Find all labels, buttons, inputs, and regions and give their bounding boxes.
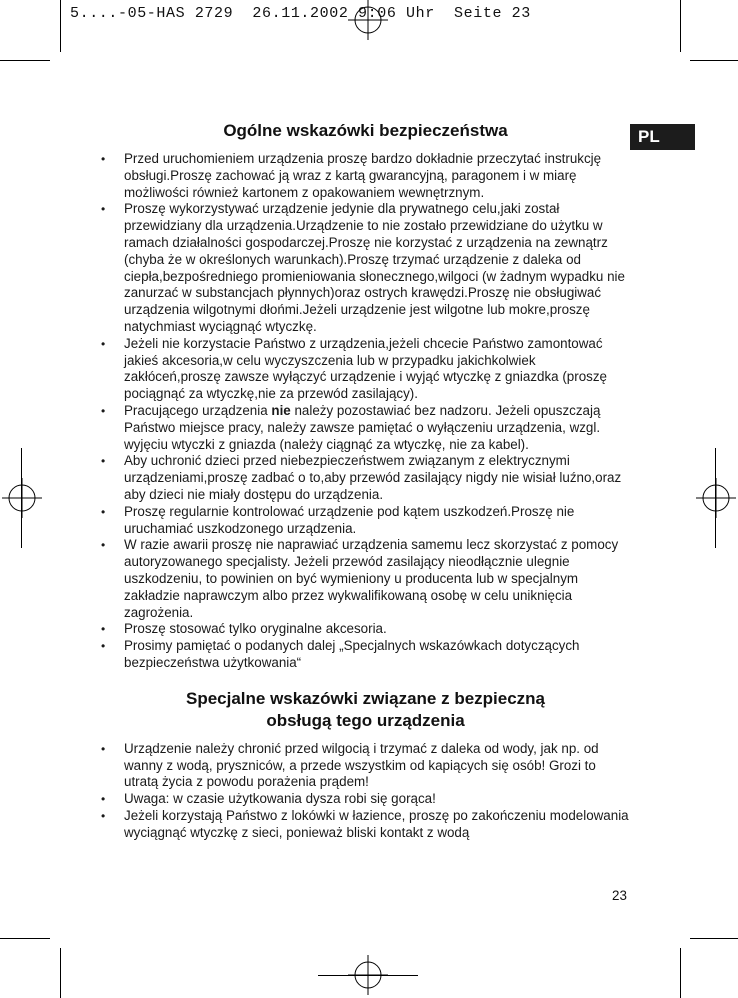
section2-list	[98, 741, 633, 842]
list-item: • Pracującego urządzenia nie należy pozostawiać bez nadzoru. Jeżeli opuszczają Państwo miejsce pracy, należy zawsze pamiętać o wyłączeniu urządzenia, wzgl. wyjęciu wtyczki z gniazda (należy ciągnąć za wtyczkę, nie za kabel).	[98, 403, 633, 453]
list-item: • Uwaga: w czasie użytkowania dysza robi się gorąca!	[98, 791, 633, 808]
list-item: • Jeżeli nie korzystacie Państwo z urządzenia,jeżeli chcecie Państwo zamontować jakieś akcesoria,w celu wyczyszczenia lub w przypadku jakichkolwiek zakłóceń,proszę zawsze wyłączyć urządzenie i wyjąć wtyczkę z gniazdka (proszę pociągnąć za wtyczkę,nie za przewód zasilający).	[98, 336, 633, 403]
crop-mark-top-left-v	[60, 0, 61, 52]
section2-title	[98, 688, 633, 732]
print-header: 5....-05-HAS 2729 26.11.2002 9:06 Uhr Seite 23	[70, 5, 531, 22]
section1-title: Ogólne wskazówki bezpieczeństwa	[223, 121, 508, 140]
section1-list	[98, 151, 633, 672]
list-item: • Urządzenie należy chronić przed wilgocią i trzymać z daleka od wody, jak np. od wanny z wodą, pryszniców, a przede wszystkim od kapiących się osób! Grozi to utratą życia z powodu porażenia prądem!	[98, 741, 633, 791]
list-item: • W razie awarii proszę nie naprawiać urządzenia samemu lecz skorzystać z pomocy autoryzowanego specjalisty. Jeżeli przewód zasilający nieodłącznie ulegnie uszkodzeniu, to powinien on być wymieniony u producenta lub w specjalnym zakładzie naprawczym albo przez wykwalifikowaną osobę w celu uniknięcia zagrożenia.	[98, 537, 633, 621]
crop-mark-top-right-h	[690, 60, 738, 61]
registration-mark-right	[696, 478, 736, 518]
list-item: • Aby uchronić dzieci przed niebezpieczeństwem związanym z elektrycznymi urządzeniami,proszę zadbać o to,aby przewód zasilający nigdy nie wisiał luźno,oraz aby dzieci nie miały dostępu do urządzenia.	[98, 453, 633, 503]
list-item: • Przed uruchomieniem urządzenia proszę bardzo dokładnie przeczytać instrukcję obsługi.Proszę zachować ją wraz z kartą gwarancyjną, paragonem i w miarę możliwości również kartonem z opakowaniem wewnętrznym.	[98, 151, 633, 201]
registration-line-left	[21, 448, 22, 548]
crop-mark-top-left-h	[0, 60, 50, 61]
crop-mark-bottom-right-v	[680, 948, 681, 998]
emphasis-word: nie	[271, 402, 291, 418]
section2-title-line2: obsługą tego urządzenia	[266, 710, 465, 730]
registration-line-bottom	[318, 975, 418, 976]
crop-mark-bottom-left-v	[60, 948, 61, 998]
list-item: • Proszę wykorzystywać urządzenie jedynie dla prywatnego celu,jaki został przewidziany dla urządzenia.Urządzenie to nie zostało przewidziane do użytku w ramach działalności gospodarczej.Proszę nie korzystać z urządzenia na zewnątrz (chyba że w określonych warunkach).Proszę trzymać urządzenie z daleka od ciepła,bezpośredniego promieniowania słonecznego,wilgoci (w żadnym wypadku nie zanurzać w substancjach płynnych)oraz ostrych krawędzi.Proszę nie obsługiwać urządzenia wilgotnymi dłońmi.Jeżeli urządzenie jest wilgotne lub mokre,proszę natychmiast wyciągnąć wtyczkę.	[98, 201, 633, 335]
crop-mark-top-right-v	[680, 0, 681, 52]
section2-title-line1: Specjalne wskazówki związane z bezpieczną	[185, 688, 546, 708]
crop-mark-bottom-left-h	[0, 938, 50, 939]
crop-mark-bottom-right-h	[690, 938, 738, 939]
page-content	[98, 120, 633, 841]
list-item: • Jeżeli korzystają Państwo z lokówki w łazience, proszę po zakończeniu modelowania wyciągnąć wtyczkę z sieci, ponieważ bliski kontakt z wodą	[98, 808, 633, 842]
list-item: • Prosimy pamiętać o podanych dalej „Specjalnych wskazówkach dotyczących bezpieczeństwa użytkowania“	[98, 638, 633, 672]
registration-mark-left	[2, 478, 42, 518]
list-item: • Proszę regularnie kontrolować urządzenie pod kątem uszkodzeń.Proszę nie uruchamiać uszkodzonego urządzenia.	[98, 504, 633, 538]
page-number: 23	[612, 888, 627, 903]
registration-line-right	[715, 448, 716, 548]
registration-mark-top	[348, 0, 388, 40]
list-item: • Proszę stosować tylko oryginalne akcesoria.	[98, 621, 633, 638]
language-tab: PL	[630, 124, 695, 150]
